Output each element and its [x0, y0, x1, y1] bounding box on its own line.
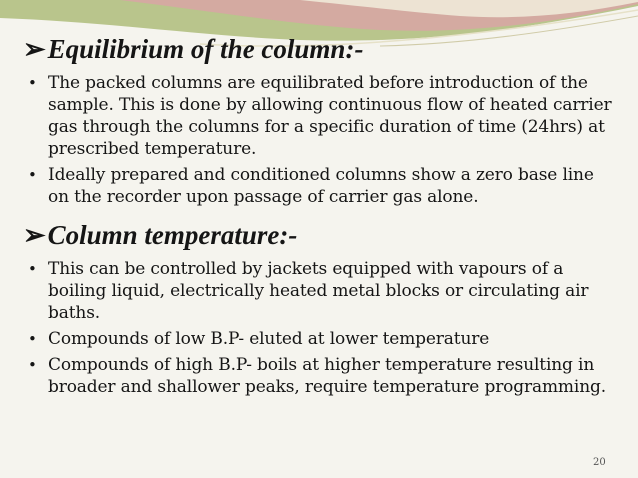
- heading-suffix: -: [288, 220, 298, 250]
- heading-equilibrium: [23, 34, 363, 64]
- arrow-bullet-icon: ➢: [23, 34, 46, 64]
- bullet-text: Compounds of high B.P- boils at higher temperature resulting in broader and shallower peaks, require temperature programming.: [48, 355, 606, 397]
- bullet-dot-icon: •: [28, 330, 37, 348]
- page-number: 20: [593, 457, 606, 468]
- heading-equilibrium-text: Equilibrium of the column:: [47, 34, 355, 64]
- heading-column-temperature-text: Column temperature:: [47, 220, 289, 250]
- bullet-dot-icon: •: [28, 260, 37, 278]
- list-item: [27, 164, 612, 208]
- bullet-list-equilibrium: [27, 72, 612, 208]
- list-item: [27, 354, 612, 398]
- arrow-bullet-icon: ➢: [23, 220, 46, 250]
- bullet-text: The packed columns are equilibrated before introduction of the sample. This is done by allowing continuous flow of heated carrier gas through the columns for a specific duration of time (24hrs) at prescribed temperature.: [48, 73, 612, 159]
- bullet-list-temperature: [27, 258, 612, 398]
- bullet-dot-icon: •: [28, 356, 37, 374]
- heading-suffix: -: [354, 34, 364, 64]
- list-item: [27, 328, 612, 350]
- bullet-text: This can be controlled by jackets equipped with vapours of a boiling liquid, electrically heated metal blocks or circulating air baths.: [48, 259, 589, 323]
- bullet-dot-icon: •: [28, 74, 37, 92]
- bullet-text: Ideally prepared and conditioned columns show a zero base line on the recorder upon passage of carrier gas alone.: [48, 165, 594, 207]
- list-item: [27, 258, 612, 324]
- bullet-dot-icon: •: [28, 166, 37, 184]
- list-item: [27, 72, 612, 160]
- heading-column-temperature: [23, 220, 297, 250]
- bullet-text: Compounds of low B.P- eluted at lower temperature: [48, 329, 490, 349]
